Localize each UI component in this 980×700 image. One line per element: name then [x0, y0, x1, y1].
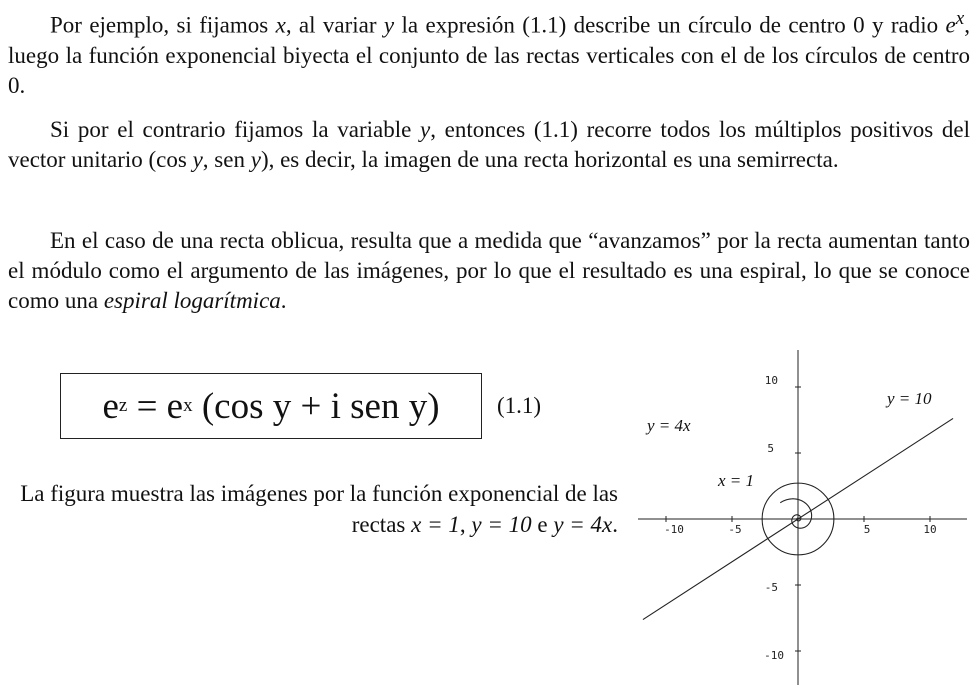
tick-label-y: -10: [764, 649, 784, 662]
text-run: En el caso de una recta oblicua, resulta que a medida que “avanzamos” por la recta aumentan tanto el módulo como el argumento de las imágenes, por lo que el resultado es una espiral, lo que se conoce como una: [8, 228, 970, 313]
paragraph-oblique-lines: [8, 226, 970, 316]
tick-label-y: 5: [767, 442, 774, 455]
math-var-y: y: [250, 147, 261, 172]
exponential-images-figure: [630, 345, 975, 690]
formula-e: e: [102, 385, 119, 427]
text-run: La figura muestra las imágenes por la función exponencial de las rectas: [20, 481, 618, 537]
formula-equals-e: = e: [127, 385, 184, 427]
math-var-y: y: [420, 117, 431, 142]
math-y-eq-10: y = 10: [471, 512, 532, 537]
equation-number: (1.1): [497, 393, 542, 418]
math-var-y: y: [383, 12, 395, 38]
math-var-x: x: [275, 12, 286, 38]
formula-box: [60, 373, 482, 439]
label-y-eq-10: y = 10: [887, 389, 932, 408]
label-y-eq-4x: y = 4x: [647, 416, 691, 435]
text-run: , sen: [202, 147, 251, 172]
paragraph-horizontal-lines: [8, 115, 970, 175]
tick-label-x: -10: [664, 523, 684, 536]
tick-label-y: 10: [764, 374, 778, 387]
label-x-eq-1: x = 1: [718, 471, 755, 490]
tick-label-x: 5: [863, 523, 871, 536]
tick-label-x: 10: [923, 523, 937, 536]
math-var-y: y: [192, 147, 203, 172]
text-run: .: [612, 512, 618, 537]
text-run: Si por el contrario fijamos la variable: [50, 117, 421, 142]
formula-rest: (cos y + i sen y): [192, 385, 440, 427]
text-run: ), es decir, la imagen de una recta horizontal es una semirrecta.: [260, 147, 839, 172]
text-run: , entonces (1.1) recorre todos los múltiplos positivos del vector unitario (cos: [8, 117, 970, 172]
tick-label-x: -5: [728, 523, 742, 536]
text-run: .: [280, 288, 287, 313]
math-exponent-x: x: [955, 8, 965, 29]
formula-exponent-x: x: [183, 395, 193, 416]
math-e: e: [945, 12, 956, 38]
text-run: Por ejemplo, si fijamos: [50, 12, 276, 38]
text-run: e: [531, 512, 554, 537]
math-x-eq-1: x = 1: [411, 512, 460, 537]
term-logarithmic-spiral: espiral logarítmica: [103, 288, 281, 313]
text-run: , luego la función exponencial biyecta el conjunto de las rectas verticales con el de los círculos de centro 0.: [8, 12, 970, 98]
formula-exponent-z: z: [118, 395, 128, 416]
text-run: la expresión (1.1) describe un círculo de centro 0 y radio: [394, 12, 946, 38]
figure-caption: [8, 478, 618, 540]
text-run: , al variar: [285, 12, 384, 38]
paragraph-vertical-lines: [8, 4, 970, 101]
tick-label-y: -5: [764, 581, 778, 594]
text-run: ,: [459, 512, 472, 537]
math-y-eq-4x: y = 4x: [553, 512, 613, 537]
